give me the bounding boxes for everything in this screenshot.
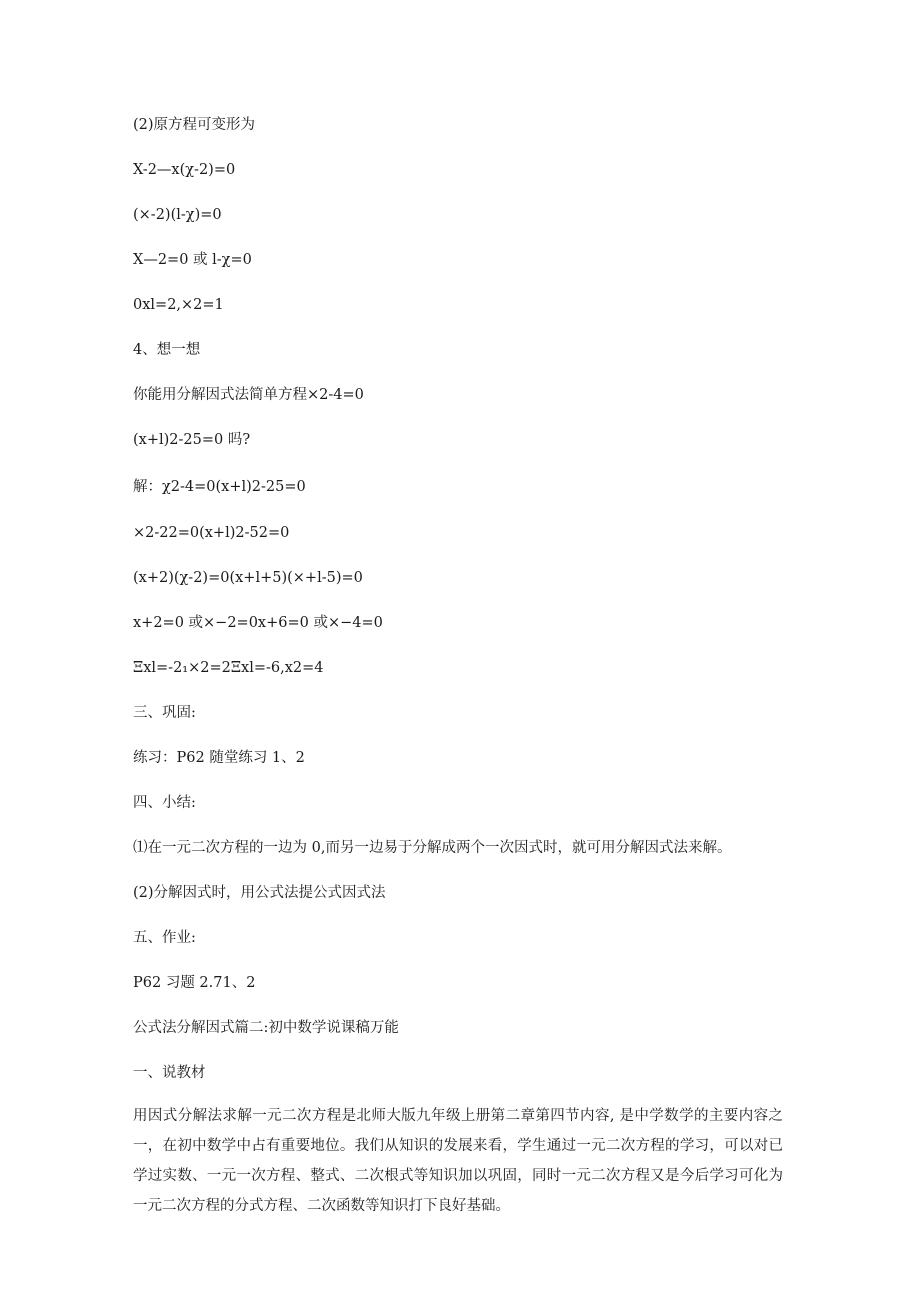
equation-line: (×-2)(l-χ)=0 [133,207,222,223]
text-line: 练习：P62 随堂练习 1、2 [133,750,305,766]
text-line: (2)分解因式时，用公式法提公式因式法 [133,885,386,901]
equation-line: x+2=0 或×−2=0x+6=0 或×−4=0 [133,615,383,631]
text-line: (2)原方程可变形为 [133,117,256,133]
body-paragraph: 用因式分解法求解一元二次方程是北师大版九年级上册第二章第四节内容, 是中学数学的主要内容之一，在初中数学中占有重要地位。我们从知识的发展来看，学生通过一元二次方程的学习，可以对已学过实数、一元一次方程、整式、二次根式等知识加以巩固，同时一元二次方程又是今后学习可化为一元二次方程的分式方程、二次函数等知识打下良好基础。 [133,1108,783,1214]
equation-line: (x+l)2-25=0 吗? [133,432,251,448]
equation-line: Ξxl=-2₁×2=2Ξxl=-6,x2=4 [133,660,324,676]
section-heading: 五、作业: [133,930,196,946]
text-line: 你能用分解因式法简单方程×2-4=0 [133,387,364,403]
section-heading: 一、说教材 [133,1065,206,1081]
equation-line: X—2=0 或 l-χ=0 [133,252,252,268]
equation-line: (x+2)(χ-2)=0(x+l+5)(×+l-5)=0 [133,570,363,586]
section-heading: 四、小结: [133,795,196,811]
section-heading: 三、巩固: [133,705,196,721]
section-heading: 4、想一想 [133,342,201,358]
text-line: P62 习题 2.71、2 [133,975,256,991]
equation-line: 解：χ2-4=0(x+l)2-25=0 [133,479,306,495]
equation-line: 0xl=2,×2=1 [133,297,224,313]
equation-line: ×2-22=0(x+l)2-52=0 [133,525,290,541]
text-line: 公式法分解因式篇二:初中数学说课稿万能 [133,1020,399,1036]
text-line: ⑴在一元二次方程的一边为 0,而另一边易于分解成两个一次因式时，就可用分解因式法来解。 [133,840,732,856]
equation-line: X-2—x(χ-2)=0 [133,162,236,178]
